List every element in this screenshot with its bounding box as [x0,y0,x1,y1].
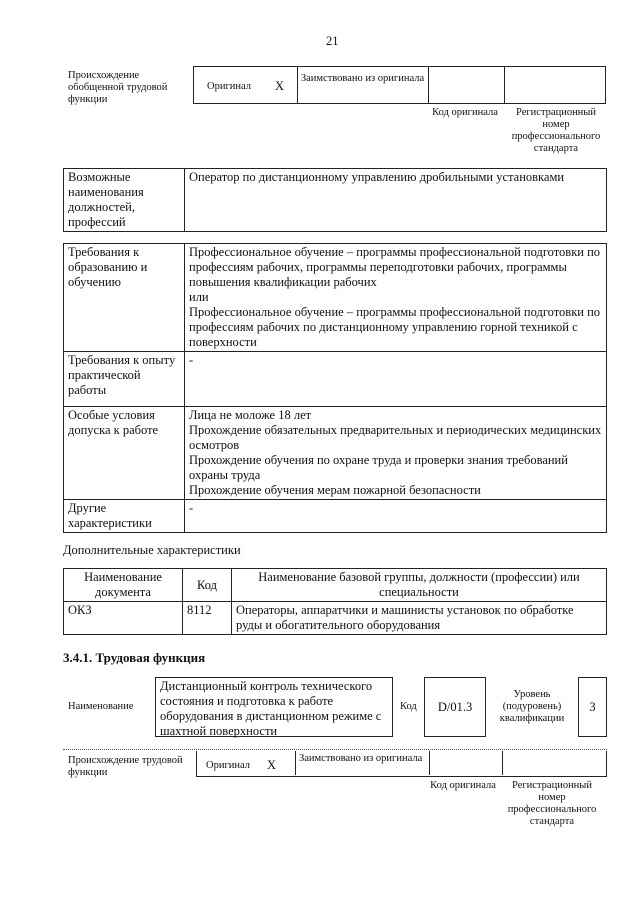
divider [297,67,298,103]
header-cell: Наименование документа [64,569,183,602]
requirement-value: - [185,500,607,533]
origin-label: Происхождение обобщенной трудовой функции [68,70,168,105]
section-heading: 3.4.1. Трудовая функция [63,650,206,665]
divider [429,751,430,775]
requirement-label: Требования к образованию и обучению [64,244,185,352]
page-number: 21 [326,34,339,48]
requirement-value: - [185,352,607,407]
borrowed-label: Заимствовано из оригинала [300,73,425,84]
dotted-separator [63,749,607,750]
divider [502,751,503,775]
code-box [424,677,486,737]
code-original-label: Код оригинала [430,780,496,791]
name-label: Наименование [68,701,134,712]
table-cell: ОКЗ [64,602,183,635]
original-label: Оригинал [207,81,251,92]
x-mark: X [275,79,285,93]
reg-number-label: Регистрационный номер профессионального стандарта [511,107,601,154]
requirement-label: Особые условия допуска к работе [64,407,185,500]
reg-number-label: Регистрационный номер профессионального стандарта [507,780,597,827]
divider [295,751,296,775]
table-cell: 8112 [183,602,232,635]
additional-heading: Дополнительные характеристики [63,543,241,557]
code-value: D/01.3 [437,700,473,714]
level-label: Уровень (подуровень) квалификации [499,689,565,724]
original-label: Оригинал [206,760,250,771]
requirement-label: Требования к опыту практической работы [64,352,185,407]
requirement-value: Профессиональное обучение – программы профессиональной подготовки по профессиям рабочих, программы переподготовки рабочих, программы повышения квалификации рабочих или Профессиональное обучение – программы профессиональной подготовки по профессиям рабочих по дистанционному управлению горной техникой с поверхности [185,244,607,352]
code-original-label: Код оригинала [432,107,498,118]
x-mark: X [267,758,277,772]
positions-label: Возможные наименования должностей, профессий [64,169,185,232]
additional-table [63,568,607,635]
borrowed-label: Заимствовано из оригинала [299,753,423,764]
code-label: Код [400,701,417,712]
name-value: Дистанционный контроль технического состояния и подготовка к работе оборудования в дистанционном режиме с шахтной поверхности [160,679,382,738]
header-cell: Наименование базовой группы, должности (профессии) или специальности [232,569,607,602]
positions-value: Оператор по дистанционному управлению дробильными установками [185,169,607,232]
requirements-table [63,243,607,533]
origin-label: Происхождение трудовой функции [68,755,183,778]
requirement-value: Лица не моложе 18 лет Прохождение обязательных предварительных и периодических медицинских осмотров Прохождение обучения по охране труда и проверки знания требований охраны труда Прохождение обучения мерам пожарной безопасности [185,407,607,500]
positions-table [63,168,607,232]
name-value-box [155,677,393,737]
origin-box [193,66,606,104]
level-box [578,677,607,737]
table-cell: Операторы, аппаратчики и машинисты установок по обработке руды и обогатительного оборудования [232,602,607,635]
level-value: 3 [589,700,596,714]
header-cell: Код [183,569,232,602]
divider [428,67,429,103]
requirement-label: Другие характеристики [64,500,185,533]
divider [504,67,505,103]
